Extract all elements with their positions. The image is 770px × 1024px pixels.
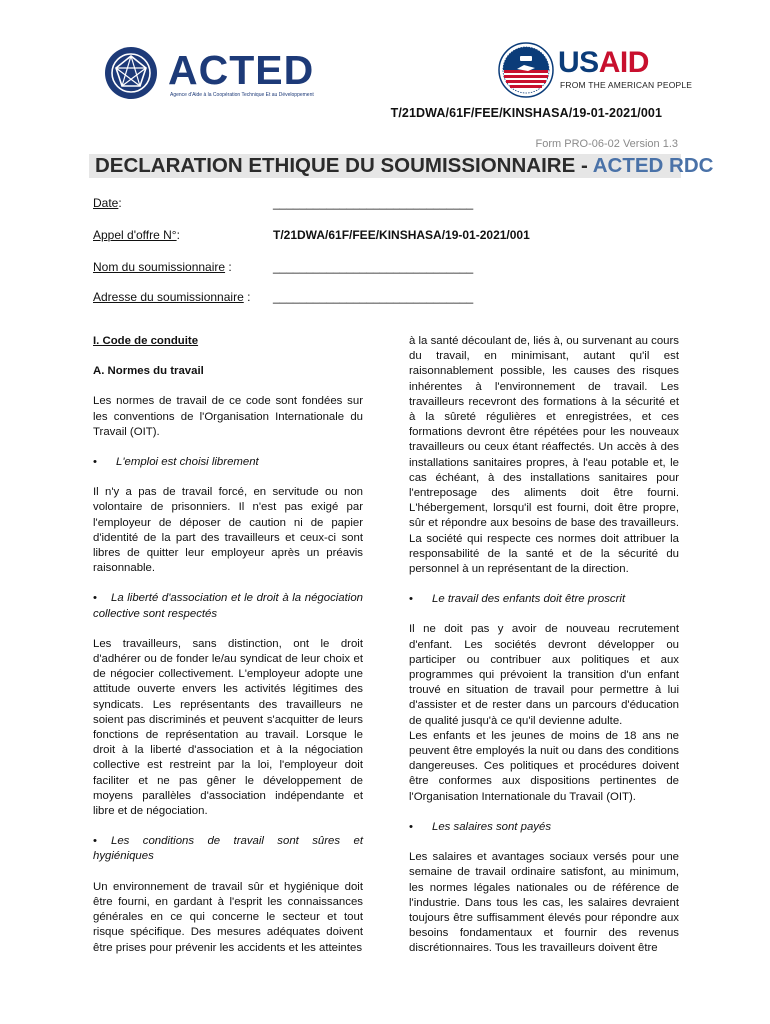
document-reference: T/21DWA/61F/FEE/KINSHASA/19-01-2021/001 [390,106,662,120]
field-date-value: ______________________________ [273,196,474,210]
form-version: Form PRO-06-02 Version 1.3 [535,138,678,150]
bullet-text: Les salaires sont payés [432,820,552,833]
field-bidder-address-label: Adresse du soumissionnaire : [93,290,251,304]
field-date-label: Date: [93,196,122,210]
paragraph: Les normes de travail de ce code sont fondées sur les conventions de l'Organisation Internationale du Travail (OIT). [93,395,363,438]
acted-wordmark: ACTED [168,47,315,93]
paragraph: Il ne doit pas y avoir de nouveau recrutement d'enfant. Les sociétés devront développer ou participer ou contribuer aux politiques et aux programmes qui prévoient la transition d'un enfant trouvé en situation de travail pour permettre à lui d'assister et de rester dans un parcours d'éducation de qualité jusqu'à ce qu'il devienne adulte. [409,623,679,727]
bullet-text: Les conditions de travail sont sûres et hygiéniques [93,835,363,863]
field-bidder-name [93,260,693,276]
paragraph: Les enfants et les jeunes de moins de 18 ans ne peuvent être employés la nuit ou dans des conditions dangereuses. Ces politiques et procédures doivent être conformes aux dispositions pertinentes de l'Organisation Internationale du Travail (OIT). [409,729,679,803]
field-tender-number-value: T/21DWA/61F/FEE/KINSHASA/19-01-2021/001 [273,228,530,242]
field-tender-number [93,228,693,244]
bullet-dot-icon: • [93,456,97,469]
bullet-dot-icon: • [93,592,97,605]
bullet-item [409,592,679,607]
bullet-text: La liberté d'association et le droit à la négociation collective sont respectés [93,592,363,620]
section-title: I. Code de conduite [93,335,199,347]
bullet-item [93,455,363,470]
bullet-item [93,591,363,621]
usaid-subtitle: FROM THE AMERICAN PEOPLE [560,80,693,90]
usaid-logo [498,42,693,102]
usaid-wordmark [558,48,649,78]
paragraph: Il n'y a pas de travail forcé, en servitude ou non volontaire de prisonniers. Il n'est pas exigé par l'employeur de déposer de caution ni de papier d'identité de la part des travailleurs et ceux-ci sont libres de quitter leur employeur après un préavis raisonnable. [93,486,363,575]
bullet-item [409,820,679,835]
acted-globe-icon [104,46,158,100]
field-bidder-name-value: ______________________________ [273,260,474,274]
paragraph: Un environnement de travail sûr et hygiénique doit être fourni, en gardant à l'esprit les connaissances générales en ce qui concerne le secteur et tout risque spécifique. Des mesures adéquates doivent être prises pour prévenir les accidents et les atteintes [93,880,363,954]
usaid-seal-icon [498,42,554,98]
bullet-text: L'emploi est choisi librement [116,456,259,469]
usaid-wordmark-aid: AID [598,46,649,79]
page-title [95,154,713,178]
paragraph: à la santé découlant de, liés à, ou survenant au cours du travail, en minimisant, autant qu'il est raisonnablement possible, les causes des risques inhérentes à l'environnement de travail. Les travailleurs recevront des formations à la sécurité et à la sûreté régulières et enregistrées, et ces formations devront être répétées pour les nouveaux travailleurs ou ceux étant réaffectés. Un accès à des installations sanitaires propres, à l'eau potable et, le cas échéant, à des installations sanitaires pour l'entreposage des aliments doit être fourni. L'hébergement, lorsqu'il est fourni, doit être propre, sûr et répondre aux besoins de base des travailleurs. La société qui respecte ces normes doit attribuer la responsabilité de la santé et de la sécurité du personnel à un représentant de la direction. [409,335,679,576]
page-title-accent: ACTED RDC [592,154,714,177]
field-bidder-address [93,290,693,306]
left-column [93,334,363,956]
bullet-text: Le travail des enfants doit être proscrit [432,593,626,606]
paragraph: Les salaires et avantages sociaux versés pour une semaine de travail ordinaire satisfont, au minimum, les normes légales nationales ou de référence de l'industrie. Dans tous les cas, les salaires devraient toujours être suffisamment élevés pour répondre aux besoins fondamentaux et fournir des revenus discrétionnaires. Tous les travailleurs doivent être [409,851,679,955]
field-bidder-address-value: ______________________________ [273,290,474,304]
right-column [409,334,679,957]
subsection-title: A. Normes du travail [93,365,204,378]
bullet-dot-icon: • [409,820,413,833]
paragraph: Les travailleurs, sans distinction, ont le droit d'adhérer ou de fonder le/au syndicat de leur choix et de négocier collectivement. L'employeur adopte une attitude ouverte envers les activités légitimes des syndicats. Les représentants des travailleurs ne soient pas discriminés et peuvent s'acquitter de leurs fonctions de représentation au travail. Lorsque le droit à la liberté d'association et à la négociation collective est restreint par la loi, l'employeur doit faciliter et ne pas gêner le développement de moyens parallèles d'association indépendante et libre et de négociation. [93,637,363,818]
field-bidder-name-label: Nom du soumissionnaire : [93,260,232,274]
field-date [93,196,693,212]
bullet-item [93,834,363,864]
acted-logo [104,46,334,106]
usaid-wordmark-us: US [558,46,599,79]
bullet-dot-icon: • [409,593,413,606]
bullet-dot-icon: • [93,835,97,848]
page-title-main: DECLARATION ETHIQUE DU SOUMISSIONNAIRE - [95,154,593,177]
acted-tagline: Agence d'Aide à la Coopération Technique Et au Développement [170,92,314,98]
field-tender-number-label: Appel d'offre N°: [93,228,180,242]
